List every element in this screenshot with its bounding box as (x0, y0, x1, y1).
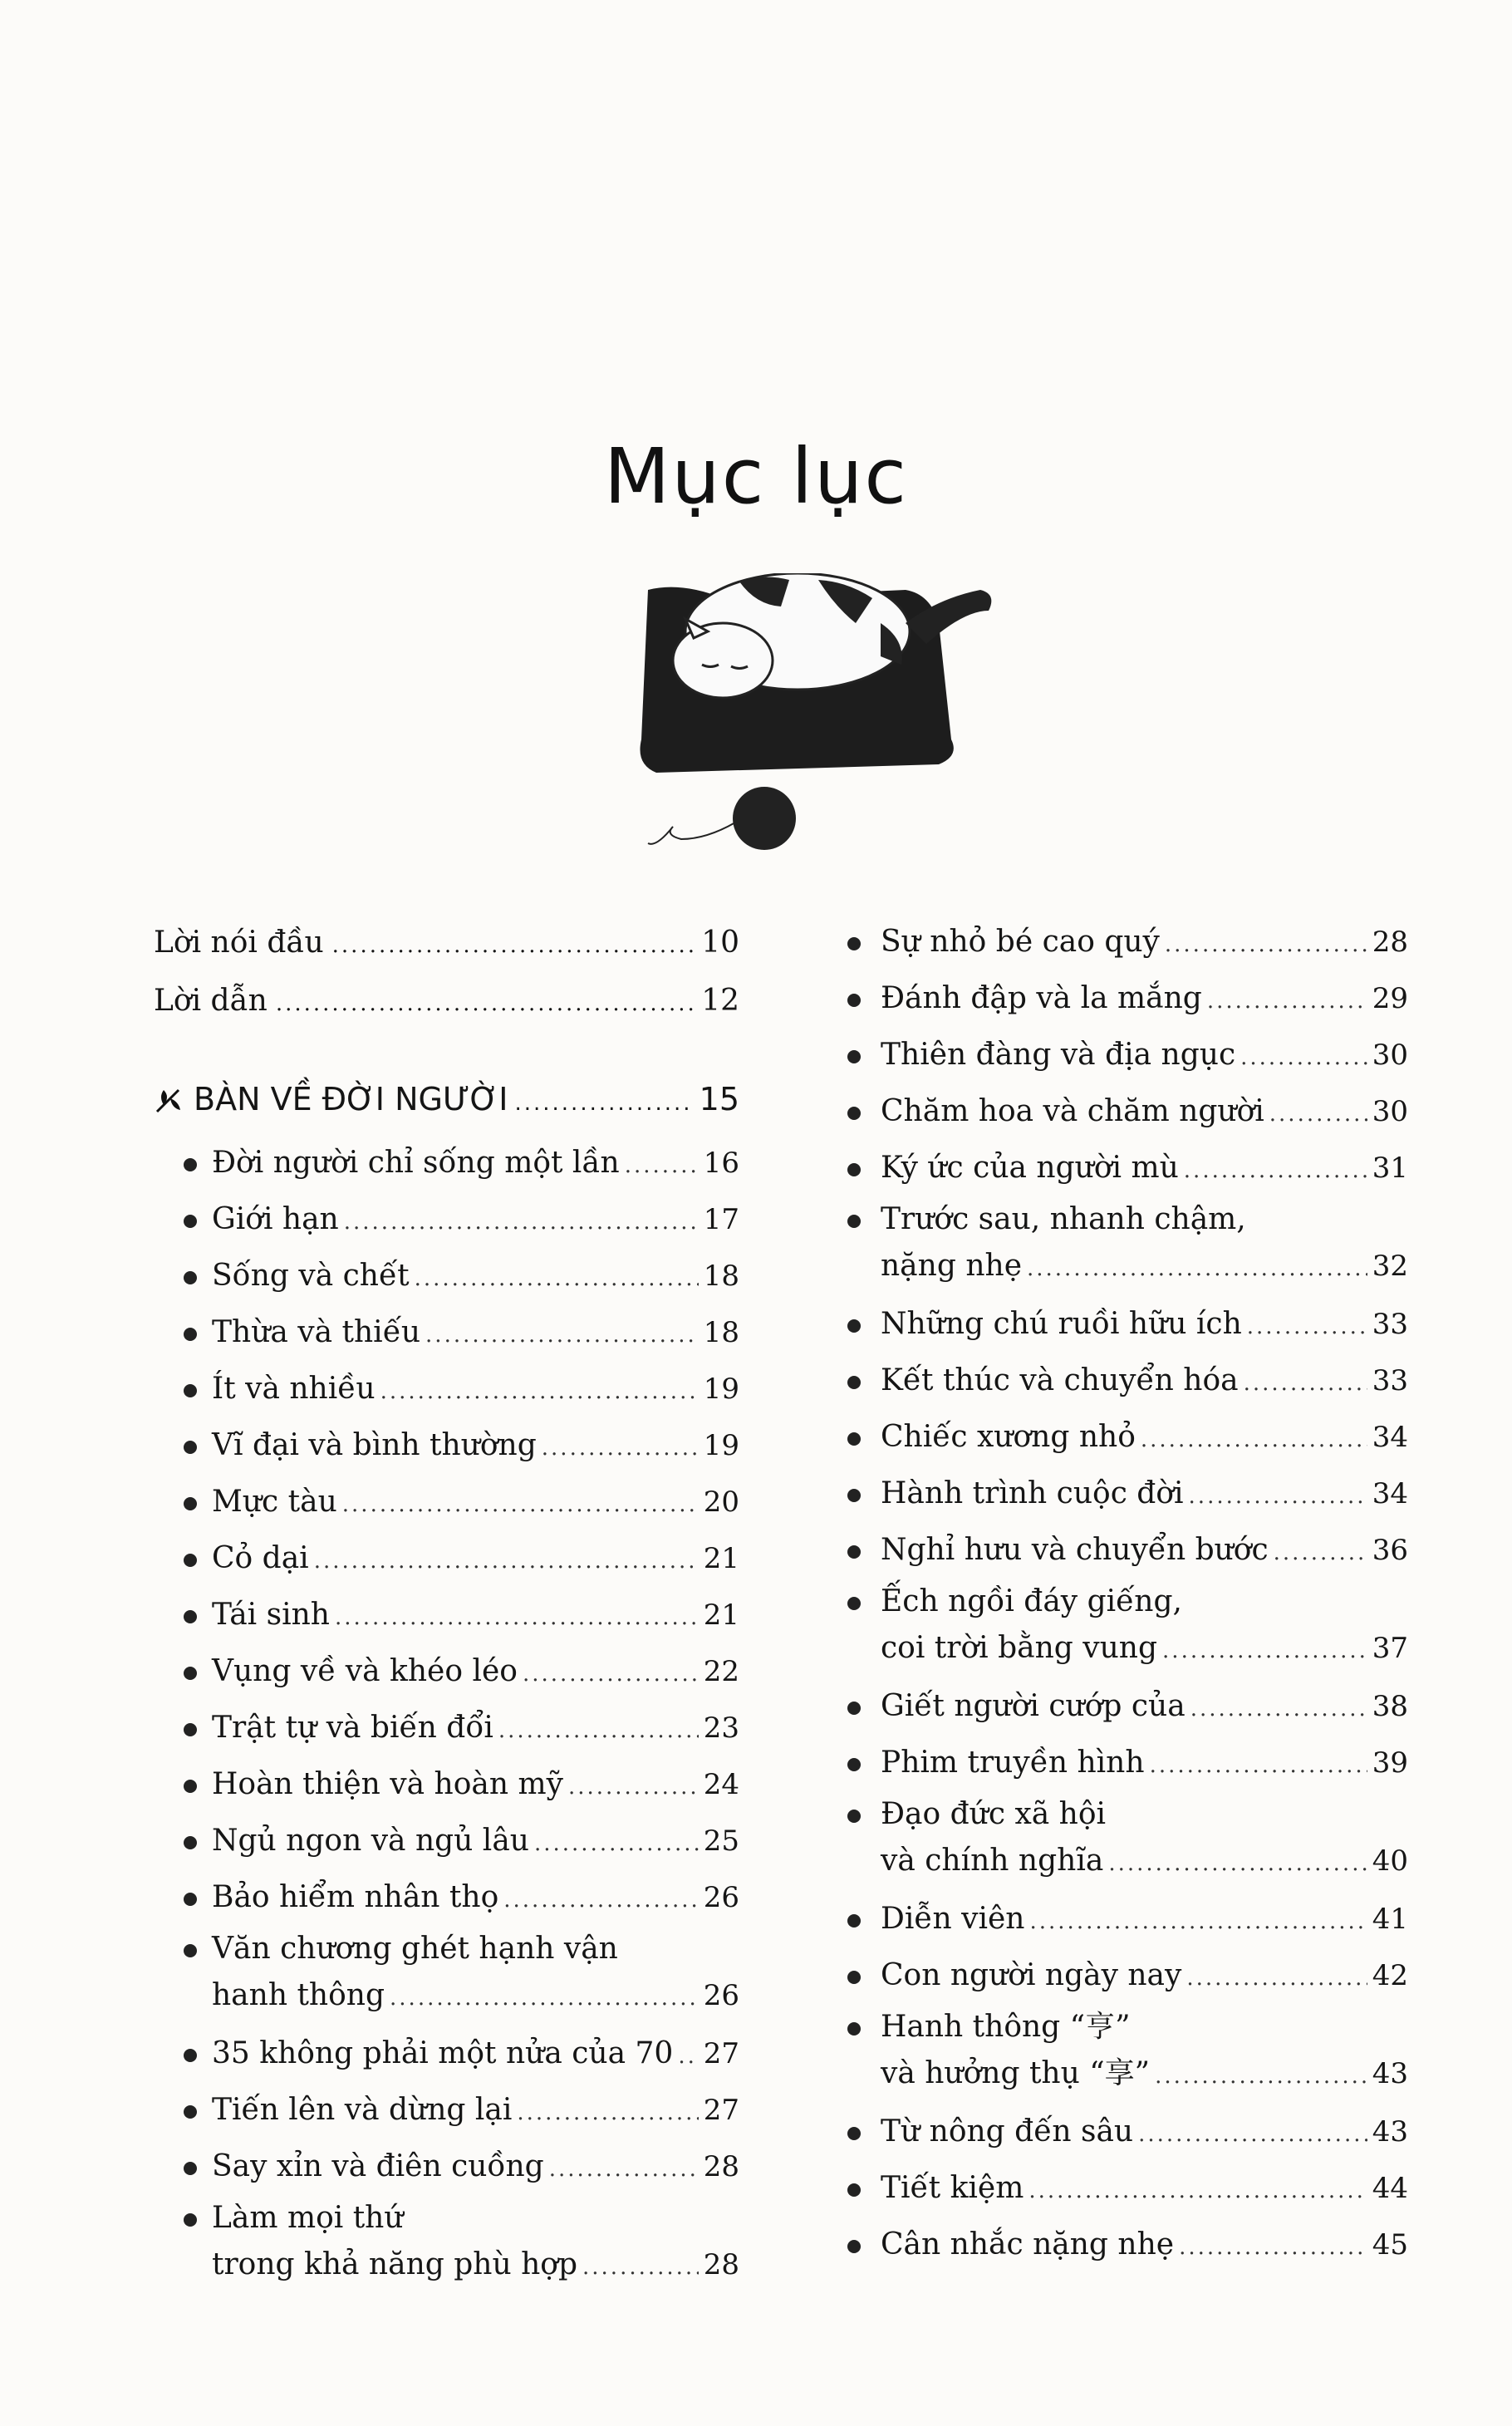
toc-entry[interactable] (154, 1756, 739, 1813)
bullet-icon (847, 2183, 861, 2197)
toc-entry[interactable] (847, 1196, 1408, 1296)
entry-page: 28 (703, 2150, 739, 2183)
leader-dots (314, 1533, 699, 1589)
toc-entry[interactable] (154, 972, 739, 1030)
entry-page: 44 (1372, 2172, 1408, 2205)
toc-entry[interactable] (154, 1643, 739, 1700)
toc-entry[interactable] (154, 1135, 739, 1191)
entry-title: Cân nhắc nặng nhẹ (881, 2227, 1175, 2261)
entry-page: 17 (703, 1203, 739, 1236)
entry-title: Mực tàu (212, 1485, 337, 1519)
entry-title: Giới hạn (212, 1202, 339, 1236)
toc-entry[interactable] (154, 1417, 739, 1474)
leader-dots (514, 1068, 692, 1139)
leader-dots (517, 2085, 698, 2141)
entry-page: 10 (701, 926, 739, 960)
entry-title: Ký ức của người mù (881, 1151, 1179, 1185)
bullet-icon (847, 2127, 861, 2140)
bullet-icon (847, 937, 861, 950)
leader-dots (342, 1476, 699, 1533)
bullet-icon (847, 2022, 861, 2036)
toc-entry[interactable] (847, 2104, 1408, 2160)
entry-page: 20 (703, 1486, 739, 1519)
bullet-icon (847, 1597, 861, 1610)
bullet-icon (847, 1914, 861, 1928)
toc-entry[interactable] (847, 970, 1408, 1027)
leader-dots (1247, 1299, 1367, 1355)
bullet-icon (847, 1971, 861, 1984)
toc-entry[interactable] (847, 1522, 1408, 1579)
toc-entry[interactable] (154, 1191, 739, 1248)
section-heading[interactable] (154, 1063, 739, 1135)
leader-dots (276, 975, 693, 1033)
toc-entry[interactable] (154, 1248, 739, 1304)
leader-dots (1027, 1245, 1367, 1292)
bullet-icon (847, 1319, 861, 1333)
entry-page: 41 (1372, 1903, 1408, 1936)
entry-title-line2: hanh thông (212, 1978, 385, 2012)
entry-page: 37 (1372, 1632, 1408, 1665)
entry-title-line2: và chính nghĩa (881, 1844, 1104, 1878)
entry-page: 38 (1372, 1690, 1408, 1723)
bullet-icon (184, 1497, 197, 1510)
leader-dots (1108, 1840, 1367, 1887)
leader-dots (1150, 1737, 1367, 1794)
leader-dots (1141, 1412, 1367, 1468)
entry-title: Từ nông đến sâu (881, 2114, 1134, 2149)
toc-entry[interactable] (847, 2160, 1408, 2217)
toc-entry[interactable] (847, 1296, 1408, 1353)
leader-dots (625, 1137, 699, 1194)
toc-right-column (847, 914, 1408, 2273)
toc-entry[interactable] (154, 2139, 739, 2195)
entry-title-line1: Văn chương ghét hạnh vận (212, 1932, 618, 1966)
entry-title: Cỏ dại (212, 1541, 309, 1575)
bullet-icon (184, 1780, 197, 1793)
leader-dots (335, 1589, 699, 1646)
leader-dots (1240, 1029, 1367, 1086)
leader-dots (582, 2244, 699, 2291)
entry-title: Vụng về và khéo léo (212, 1654, 518, 1688)
bullet-icon (847, 1376, 861, 1389)
toc-entry[interactable] (847, 1891, 1408, 1947)
entry-title: Sự nhỏ bé cao quý (881, 925, 1160, 959)
entry-title: Vĩ đại và bình thường (212, 1428, 537, 1462)
entry-title: 35 không phải một nửa của 70 (212, 2036, 674, 2070)
toc-entry[interactable] (847, 1947, 1408, 2004)
entry-page: 40 (1372, 1844, 1408, 1878)
entry-page: 27 (703, 2094, 739, 2127)
bullet-icon (184, 1610, 197, 1623)
entry-page: 43 (1372, 2057, 1408, 2090)
leader-dots (678, 2028, 698, 2085)
bullet-icon (184, 1328, 197, 1341)
entry-title: Say xỉn và điên cuồng (212, 2149, 544, 2183)
toc-entry[interactable] (847, 1083, 1408, 1140)
toc-entry[interactable] (154, 1700, 739, 1756)
entry-title: Chiếc xương nhỏ (881, 1420, 1136, 1454)
toc-entry[interactable] (154, 1587, 739, 1643)
entry-title: Con người ngày nay (881, 1958, 1182, 1992)
entry-title: Trật tự và biến đổi (212, 1711, 493, 1745)
leader-dots (503, 1872, 698, 1928)
bullet-icon (847, 1107, 861, 1120)
entry-page: 30 (1372, 1039, 1408, 1072)
leader-dots (344, 1194, 699, 1250)
toc-entry[interactable] (154, 1813, 739, 1869)
entry-title: Sống và chết (212, 1259, 410, 1293)
entry-page: 28 (703, 2248, 739, 2281)
entry-page: 23 (703, 1711, 739, 1745)
leader-dots (542, 1420, 699, 1476)
toc-entry[interactable] (847, 1140, 1408, 1196)
entry-title: Hành trình cuộc đời (881, 1476, 1184, 1510)
bullet-icon (184, 1893, 197, 1906)
entry-page: 36 (1372, 1534, 1408, 1567)
bullet-icon (847, 2240, 861, 2253)
entry-page: 30 (1372, 1095, 1408, 1128)
entry-page: 42 (1372, 1959, 1408, 1992)
bullet-icon (184, 1158, 197, 1171)
toc-entry[interactable] (154, 1304, 739, 1361)
toc-entry[interactable] (154, 2195, 739, 2295)
entry-page: 45 (1372, 2228, 1408, 2261)
entry-title: Phim truyền hình (881, 1746, 1145, 1780)
entry-title: Lời dẫn (154, 984, 268, 1018)
entry-title-line1: Làm mọi thứ (212, 2201, 404, 2235)
toc-entry[interactable] (847, 1579, 1408, 1678)
entry-title-line2: nặng nhẹ (881, 1249, 1022, 1283)
entry-page: 18 (703, 1316, 739, 1349)
leader-dots (332, 916, 694, 975)
entry-page: 28 (1372, 926, 1408, 959)
toc-entry[interactable] (847, 1678, 1408, 1735)
entry-title: Thiên đàng và địa ngục (881, 1038, 1236, 1072)
bullet-icon (184, 2162, 197, 2175)
section-title: BÀN VỀ ĐỜI NGƯỜI (194, 1081, 508, 1117)
section-page: 15 (699, 1081, 739, 1117)
entry-page: 43 (1372, 2115, 1408, 2149)
leader-dots (568, 1759, 699, 1815)
bullet-icon (847, 1215, 861, 1228)
bullet-icon (184, 2105, 197, 2119)
entry-page: 21 (703, 1599, 739, 1632)
toc-entry[interactable] (847, 1466, 1408, 1522)
page-title: Mục lục (604, 432, 908, 521)
entry-title: Hoàn thiện và hoàn mỹ (212, 1767, 563, 1801)
leader-dots (1207, 973, 1367, 1029)
toc-entry[interactable] (847, 1409, 1408, 1466)
toc-entry[interactable] (154, 2082, 739, 2139)
entry-page: 24 (703, 1768, 739, 1801)
toc-entry[interactable] (154, 2026, 739, 2082)
bullet-icon (847, 1545, 861, 1559)
bullet-icon (184, 2213, 197, 2227)
entry-title-line1: Hanh thông “亨” (881, 2010, 1131, 2044)
entry-title: Chăm hoa và chăm người (881, 1094, 1264, 1128)
leader-dots (498, 1702, 699, 1759)
bullet-icon (847, 1432, 861, 1446)
toc-entry[interactable] (154, 1361, 739, 1417)
entry-page: 31 (1372, 1152, 1408, 1185)
bullet-icon (847, 1163, 861, 1176)
leader-dots (390, 1975, 699, 2021)
leader-dots (1274, 1525, 1367, 1581)
bullet-icon (847, 1758, 861, 1771)
leader-dots (1244, 1355, 1367, 1412)
sleeping-cat-illustration (631, 573, 1014, 872)
entry-page: 34 (1372, 1477, 1408, 1510)
bullet-icon (184, 1441, 197, 1454)
leader-dots (1269, 1086, 1367, 1142)
bullet-icon (184, 1667, 197, 1680)
entry-page: 21 (703, 1542, 739, 1575)
bullet-icon (184, 1215, 197, 1228)
entry-page: 33 (1372, 1364, 1408, 1397)
leader-dots (1138, 2106, 1367, 2163)
leader-dots (1189, 1468, 1367, 1525)
leader-dots (549, 2141, 699, 2198)
entry-title-line2: và hưởng thụ “享” (881, 2056, 1151, 2090)
toc-entry[interactable] (847, 1027, 1408, 1083)
entry-title: Bảo hiểm nhân thọ (212, 1880, 499, 1914)
toc-entry[interactable] (154, 914, 739, 972)
leader-dots (1165, 916, 1367, 973)
entry-title: Tái sinh (212, 1598, 330, 1632)
bullet-icon (847, 1702, 861, 1715)
toc-entry[interactable] (847, 914, 1408, 970)
entry-title: Lời nói đầu (154, 926, 324, 960)
toc-entry[interactable] (154, 1474, 739, 1530)
entry-title: Đời người chỉ sống một lần (212, 1146, 620, 1180)
entry-title: Nghỉ hưu và chuyển bước (881, 1533, 1269, 1567)
entry-title: Diễn viên (881, 1902, 1025, 1936)
toc-entry[interactable] (847, 2004, 1408, 2104)
leader-dots (1179, 2219, 1367, 2276)
leader-dots (523, 1646, 699, 1702)
leader-dots (415, 1250, 699, 1307)
entry-title: Ngủ ngon và ngủ lâu (212, 1824, 529, 1858)
entry-page: 26 (703, 1979, 739, 2012)
bullet-icon (847, 1050, 861, 1063)
entry-page: 26 (703, 1881, 739, 1914)
entry-title: Tiết kiệm (881, 2171, 1024, 2205)
entry-title: Giết người cướp của (881, 1689, 1186, 1723)
entry-title-line1: Ếch ngồi đáy giếng, (881, 1584, 1182, 1618)
leader-dots (1184, 1142, 1367, 1199)
bullet-icon (184, 1554, 197, 1567)
entry-title-line1: Trước sau, nhanh chậm, (881, 1202, 1246, 1236)
entry-title-line1: Đạo đức xã hội (881, 1797, 1107, 1831)
toc-entry[interactable] (847, 1353, 1408, 1409)
entry-page: 18 (703, 1260, 739, 1293)
toc-entry[interactable] (847, 1791, 1408, 1891)
toc-left-column (154, 914, 739, 2295)
toc-entry[interactable] (154, 1869, 739, 1926)
bullet-icon (847, 994, 861, 1007)
entry-page: 12 (701, 984, 739, 1018)
entry-title: Ít và nhiều (212, 1372, 376, 1406)
entry-page: 33 (1372, 1308, 1408, 1341)
entry-title: Kết thúc và chuyển hóa (881, 1363, 1239, 1397)
bullet-icon (184, 1723, 197, 1736)
leader-dots (1030, 1893, 1367, 1950)
entry-page: 34 (1372, 1421, 1408, 1454)
entry-page: 16 (703, 1147, 739, 1180)
bullet-icon (184, 1944, 197, 1957)
leader-dots (1162, 1628, 1367, 1674)
toc-entry[interactable] (154, 1926, 739, 2026)
leader-dots (1190, 1681, 1367, 1737)
toc-entry[interactable] (154, 1530, 739, 1587)
bullet-icon (184, 1271, 197, 1284)
entry-page: 22 (703, 1655, 739, 1688)
entry-page: 39 (1372, 1746, 1408, 1780)
bullet-icon (184, 2049, 197, 2062)
toc-entry[interactable] (847, 1735, 1408, 1791)
entry-title: Những chú ruồi hữu ích (881, 1307, 1242, 1341)
entry-page: 29 (1372, 982, 1408, 1015)
entry-page: 19 (703, 1429, 739, 1462)
entry-page: 25 (703, 1824, 739, 1858)
bullet-icon (184, 1384, 197, 1397)
entry-title: Đánh đập và la mắng (881, 981, 1202, 1015)
bullet-icon (184, 1836, 197, 1849)
toc-entry[interactable] (847, 2217, 1408, 2273)
leaf-icon (154, 1085, 184, 1115)
bullet-icon (847, 1489, 861, 1502)
entry-page: 27 (703, 2037, 739, 2070)
leader-dots (1028, 2163, 1367, 2219)
leader-dots (1186, 1950, 1367, 2006)
entry-title: Tiến lên và dừng lại (212, 2093, 513, 2127)
leader-dots (425, 1307, 699, 1363)
entry-title-line2: coi trời bằng vung (881, 1631, 1158, 1665)
entry-title: Thừa và thiếu (212, 1315, 421, 1349)
entry-page: 32 (1372, 1250, 1408, 1283)
leader-dots (380, 1363, 699, 1420)
leader-dots (534, 1815, 699, 1872)
entry-page: 19 (703, 1373, 739, 1406)
leader-dots (1155, 2053, 1367, 2099)
bullet-icon (847, 1810, 861, 1823)
entry-title-line2: trong khả năng phù hợp (212, 2247, 578, 2281)
